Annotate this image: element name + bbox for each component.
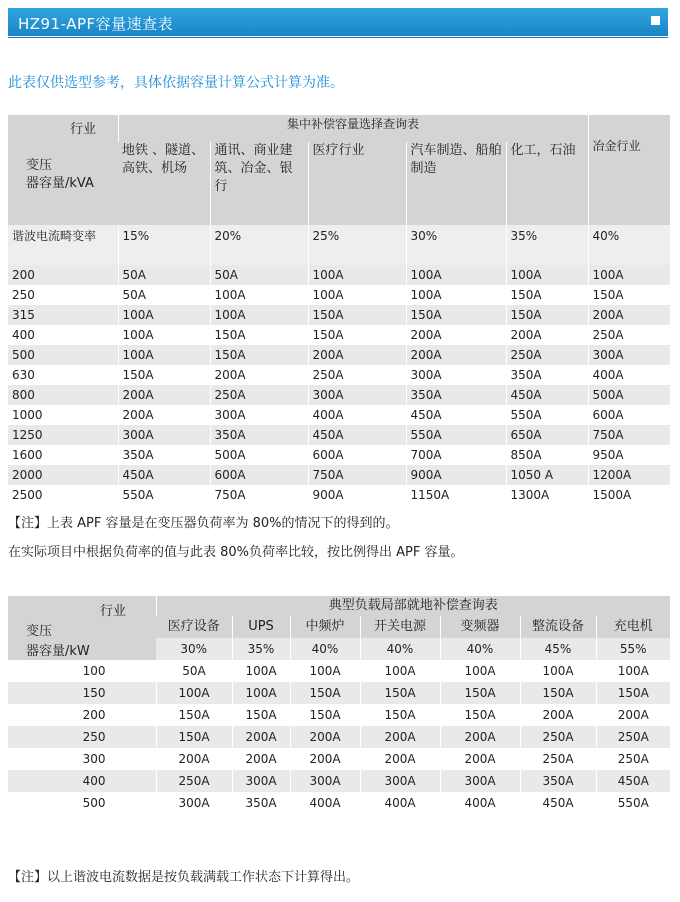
table-row xyxy=(8,704,670,726)
current-cell: 200A xyxy=(520,704,596,726)
corner-industry-label: 行业 xyxy=(70,122,97,137)
current-cell: 100A xyxy=(308,285,406,305)
note-2: 在实际项目中根据负荷率的值与此表 80%负荷率比较，按比例得出 APF 容量。 xyxy=(8,545,464,560)
current-cell: 200A xyxy=(118,405,210,425)
current-cell: 550A xyxy=(406,425,506,445)
load-header: 医疗设备 xyxy=(156,616,232,638)
current-cell: 100A xyxy=(360,660,440,682)
current-cell: 950A xyxy=(588,445,670,465)
current-cell: 1150A xyxy=(406,485,506,505)
current-cell: 200A xyxy=(440,726,520,748)
table-row xyxy=(8,748,670,770)
current-cell: 150A xyxy=(156,704,232,726)
current-cell: 300A xyxy=(308,385,406,405)
table-row xyxy=(8,385,670,405)
rate-cell: 40% xyxy=(588,225,670,265)
capacity-cell: 200 xyxy=(8,265,118,285)
corner-transformer-label: 变压 xyxy=(26,158,53,173)
current-cell: 350A xyxy=(118,445,210,465)
current-cell: 250A xyxy=(588,325,670,345)
note-1: 【注】上表 APF 容量是在变压器负荷率为 80%的情况下的得到的。 xyxy=(8,516,399,531)
title-divider xyxy=(8,37,668,38)
current-cell: 300A xyxy=(588,345,670,365)
current-cell: 150A xyxy=(440,704,520,726)
current-cell: 350A xyxy=(520,770,596,792)
current-cell: 300A xyxy=(232,770,290,792)
capacity-cell: 2000 xyxy=(8,465,118,485)
current-cell: 100A xyxy=(440,660,520,682)
current-cell: 250A xyxy=(520,748,596,770)
current-cell: 150A xyxy=(232,704,290,726)
current-cell: 300A xyxy=(360,770,440,792)
current-cell: 150A xyxy=(440,682,520,704)
industry-header: 医疗行业 xyxy=(308,142,406,225)
current-cell: 450A xyxy=(596,770,670,792)
current-cell: 100A xyxy=(118,345,210,365)
current-cell: 300A xyxy=(156,792,232,814)
current-cell: 150A xyxy=(210,345,308,365)
current-cell: 200A xyxy=(308,345,406,365)
current-cell: 200A xyxy=(232,726,290,748)
current-cell: 600A xyxy=(210,465,308,485)
current-cell: 150A xyxy=(290,704,360,726)
current-cell: 300A xyxy=(406,365,506,385)
table-row xyxy=(8,285,670,305)
current-cell: 200A xyxy=(588,305,670,325)
current-cell: 750A xyxy=(588,425,670,445)
current-cell: 100A xyxy=(210,285,308,305)
current-cell: 750A xyxy=(210,485,308,505)
capacity-cell: 1600 xyxy=(8,445,118,465)
title-bar xyxy=(8,8,668,36)
current-cell: 200A xyxy=(360,748,440,770)
current-cell: 100A xyxy=(588,265,670,285)
table-row xyxy=(8,405,670,425)
table-row xyxy=(8,325,670,345)
local-compensation-table xyxy=(8,596,670,814)
capacity-cell: 150 xyxy=(8,682,156,704)
load-header: UPS xyxy=(232,616,290,638)
current-cell: 150A xyxy=(360,704,440,726)
group-header: 典型负载局部就地补偿查询表 xyxy=(156,596,670,616)
current-cell: 100A xyxy=(118,305,210,325)
current-cell: 350A xyxy=(232,792,290,814)
corner-transformer-label: 变压 xyxy=(26,624,53,639)
current-cell: 100A xyxy=(596,660,670,682)
current-cell: 100A xyxy=(308,265,406,285)
current-cell: 250A xyxy=(308,365,406,385)
rate-cell: 45% xyxy=(520,638,596,660)
current-cell: 200A xyxy=(406,325,506,345)
corner-industry-label: 行业 xyxy=(100,604,127,619)
current-cell: 200A xyxy=(118,385,210,405)
table-row xyxy=(8,345,670,365)
rate-cell: 55% xyxy=(596,638,670,660)
rate-cell: 15% xyxy=(118,225,210,265)
corner-capacity-label: 器容量/kVA xyxy=(26,176,94,191)
corner-cell xyxy=(8,115,118,225)
current-cell: 150A xyxy=(290,682,360,704)
current-cell: 600A xyxy=(588,405,670,425)
current-cell: 400A xyxy=(360,792,440,814)
capacity-cell: 400 xyxy=(8,770,156,792)
table-row xyxy=(8,770,670,792)
current-cell: 250A xyxy=(156,770,232,792)
current-cell: 100A xyxy=(232,660,290,682)
current-cell: 850A xyxy=(506,445,588,465)
current-cell: 100A xyxy=(118,325,210,345)
current-cell: 550A xyxy=(506,405,588,425)
industry-header: 冶金行业 xyxy=(588,115,670,225)
current-cell: 900A xyxy=(406,465,506,485)
current-cell: 150A xyxy=(156,726,232,748)
current-cell: 1500A xyxy=(588,485,670,505)
rate-cell: 40% xyxy=(360,638,440,660)
table-row xyxy=(8,660,670,682)
current-cell: 250A xyxy=(506,345,588,365)
table-row xyxy=(8,792,670,814)
capacity-cell: 630 xyxy=(8,365,118,385)
industry-header: 汽车制造、船舶制造 xyxy=(406,142,506,225)
current-cell: 150A xyxy=(588,285,670,305)
current-cell: 400A xyxy=(588,365,670,385)
current-cell: 450A xyxy=(520,792,596,814)
current-cell: 550A xyxy=(596,792,670,814)
capacity-cell: 400 xyxy=(8,325,118,345)
current-cell: 200A xyxy=(156,748,232,770)
current-cell: 100A xyxy=(156,682,232,704)
current-cell: 1050 A xyxy=(506,465,588,485)
rate-cell: 40% xyxy=(440,638,520,660)
current-cell: 250A xyxy=(520,726,596,748)
current-cell: 200A xyxy=(290,748,360,770)
capacity-cell: 100 xyxy=(8,660,156,682)
central-compensation-table xyxy=(8,115,670,505)
group-header: 集中补偿容量选择查询表 xyxy=(118,115,588,142)
current-cell: 50A xyxy=(210,265,308,285)
rate-cell: 25% xyxy=(308,225,406,265)
current-cell: 200A xyxy=(506,325,588,345)
current-cell: 500A xyxy=(588,385,670,405)
current-cell: 150A xyxy=(506,285,588,305)
current-cell: 50A xyxy=(118,265,210,285)
current-cell: 450A xyxy=(506,385,588,405)
current-cell: 600A xyxy=(308,445,406,465)
capacity-cell: 500 xyxy=(8,345,118,365)
current-cell: 400A xyxy=(308,405,406,425)
current-cell: 450A xyxy=(308,425,406,445)
current-cell: 100A xyxy=(406,285,506,305)
table-row xyxy=(8,726,670,748)
current-cell: 1300A xyxy=(506,485,588,505)
current-cell: 100A xyxy=(406,265,506,285)
corner-cell xyxy=(8,596,156,660)
current-cell: 150A xyxy=(360,682,440,704)
capacity-cell: 315 xyxy=(8,305,118,325)
current-cell: 300A xyxy=(290,770,360,792)
table-row xyxy=(8,265,670,285)
current-cell: 350A xyxy=(210,425,308,445)
current-cell: 750A xyxy=(308,465,406,485)
current-cell: 200A xyxy=(596,704,670,726)
current-cell: 200A xyxy=(406,345,506,365)
current-cell: 500A xyxy=(210,445,308,465)
table-row xyxy=(8,425,670,445)
table-row xyxy=(8,365,670,385)
load-header: 变频器 xyxy=(440,616,520,638)
current-cell: 50A xyxy=(156,660,232,682)
current-cell: 250A xyxy=(596,748,670,770)
intro-text: 此表仅供选型参考，具体依据容量计算公式计算为准。 xyxy=(8,75,344,91)
rate-cell: 30% xyxy=(406,225,506,265)
rate-cell: 30% xyxy=(156,638,232,660)
current-cell: 350A xyxy=(506,365,588,385)
rate-cell: 20% xyxy=(210,225,308,265)
current-cell: 650A xyxy=(506,425,588,445)
capacity-cell: 200 xyxy=(8,704,156,726)
current-cell: 100A xyxy=(520,660,596,682)
square-icon xyxy=(651,16,660,25)
current-cell: 350A xyxy=(406,385,506,405)
capacity-cell: 300 xyxy=(8,748,156,770)
current-cell: 450A xyxy=(406,405,506,425)
load-header: 开关电源 xyxy=(360,616,440,638)
table-row xyxy=(8,305,670,325)
table-row xyxy=(8,485,670,505)
current-cell: 150A xyxy=(118,365,210,385)
load-header: 充电机 xyxy=(596,616,670,638)
current-cell: 150A xyxy=(406,305,506,325)
industry-header: 地铁 、隧道、高铁、机场 xyxy=(118,142,210,225)
capacity-cell: 1250 xyxy=(8,425,118,445)
current-cell: 150A xyxy=(596,682,670,704)
current-cell: 150A xyxy=(210,325,308,345)
current-cell: 1200A xyxy=(588,465,670,485)
industry-header: 通讯、商业建筑、冶金、银行 xyxy=(210,142,308,225)
industry-header: 化工，石油 xyxy=(506,142,588,225)
note-3: 【注】以上谐波电流数据是按负载满载工作状态下计算得出。 xyxy=(8,870,360,885)
current-cell: 150A xyxy=(308,325,406,345)
capacity-cell: 250 xyxy=(8,726,156,748)
current-cell: 150A xyxy=(520,682,596,704)
corner-capacity-label: 器容量/kW xyxy=(26,644,90,659)
current-cell: 250A xyxy=(596,726,670,748)
load-header: 中频炉 xyxy=(290,616,360,638)
rate-label: 谐波电流畸变率 xyxy=(8,225,118,265)
current-cell: 100A xyxy=(290,660,360,682)
current-cell: 200A xyxy=(210,365,308,385)
table-row xyxy=(8,682,670,704)
current-cell: 550A xyxy=(118,485,210,505)
current-cell: 700A xyxy=(406,445,506,465)
current-cell: 900A xyxy=(308,485,406,505)
current-cell: 250A xyxy=(210,385,308,405)
current-cell: 200A xyxy=(290,726,360,748)
page-title: HZ91-APF容量速查表 xyxy=(18,15,174,33)
current-cell: 50A xyxy=(118,285,210,305)
capacity-cell: 2500 xyxy=(8,485,118,505)
capacity-cell: 250 xyxy=(8,285,118,305)
current-cell: 100A xyxy=(210,305,308,325)
current-cell: 400A xyxy=(290,792,360,814)
table-row xyxy=(8,445,670,465)
current-cell: 200A xyxy=(440,748,520,770)
current-cell: 100A xyxy=(232,682,290,704)
capacity-cell: 800 xyxy=(8,385,118,405)
rate-cell: 35% xyxy=(232,638,290,660)
rate-cell: 35% xyxy=(506,225,588,265)
load-header: 整流设备 xyxy=(520,616,596,638)
current-cell: 100A xyxy=(506,265,588,285)
capacity-cell: 500 xyxy=(8,792,156,814)
current-cell: 200A xyxy=(360,726,440,748)
current-cell: 200A xyxy=(232,748,290,770)
current-cell: 150A xyxy=(506,305,588,325)
current-cell: 300A xyxy=(210,405,308,425)
current-cell: 300A xyxy=(440,770,520,792)
rate-cell: 40% xyxy=(290,638,360,660)
capacity-cell: 1000 xyxy=(8,405,118,425)
current-cell: 400A xyxy=(440,792,520,814)
table-row xyxy=(8,465,670,485)
current-cell: 300A xyxy=(118,425,210,445)
current-cell: 450A xyxy=(118,465,210,485)
current-cell: 150A xyxy=(308,305,406,325)
